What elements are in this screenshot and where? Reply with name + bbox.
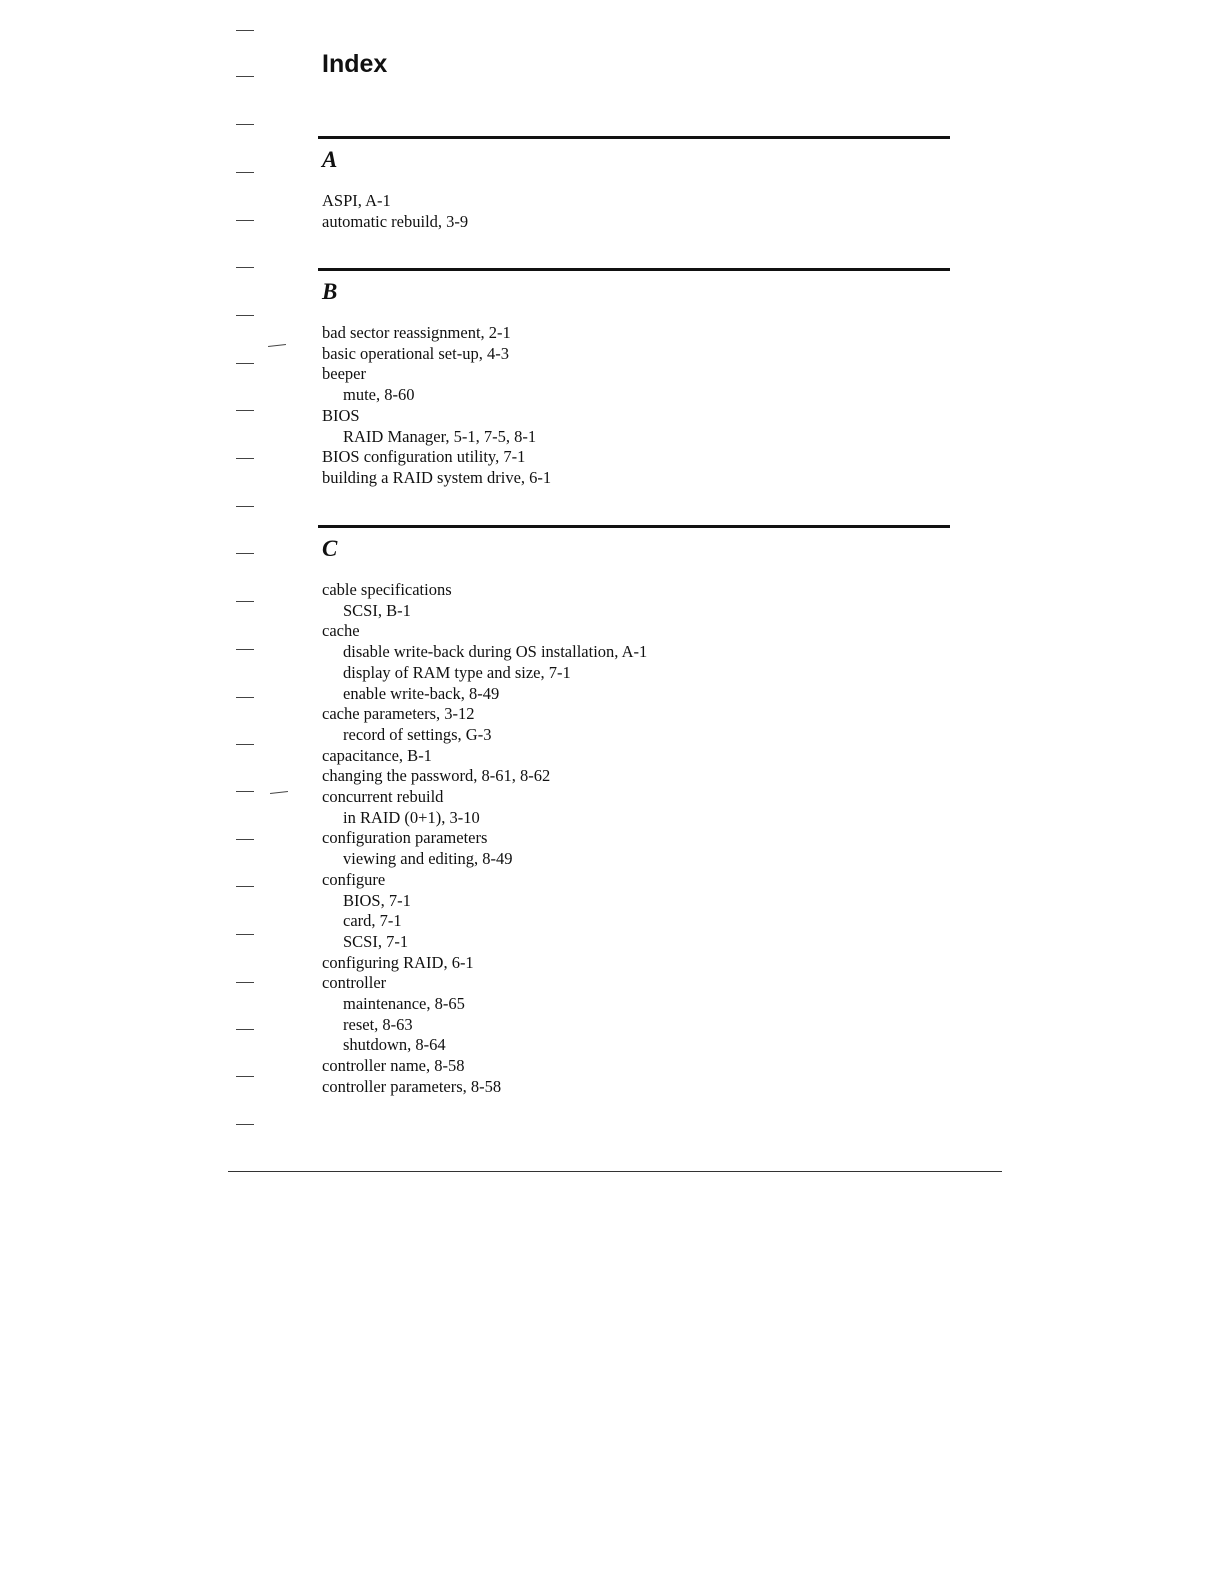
index-entry: automatic rebuild, 3-9 — [322, 211, 469, 231]
index-subentry: reset, 8-63 — [343, 1014, 413, 1034]
index-subentry: record of settings, G-3 — [343, 724, 492, 744]
index-subentry: display of RAM type and size, 7-1 — [343, 662, 571, 682]
margin-tick — [236, 410, 254, 411]
section-divider — [318, 525, 950, 528]
margin-tick — [236, 363, 254, 364]
index-subentry: SCSI, B-1 — [343, 600, 411, 620]
margin-tick — [236, 30, 254, 31]
page-bottom-rule — [228, 1171, 1002, 1172]
index-entry: configuring RAID, 6-1 — [322, 952, 474, 972]
index-section-b — [318, 268, 950, 489]
page-title: Index — [322, 50, 388, 78]
margin-tick — [236, 1029, 254, 1030]
entry-list — [322, 323, 950, 489]
index-entry: capacitance, B-1 — [322, 745, 432, 765]
index-subentry: mute, 8-60 — [343, 385, 415, 405]
index-section-a — [318, 136, 950, 232]
margin-tick — [236, 124, 254, 125]
margin-tick — [268, 344, 286, 347]
margin-tick — [236, 791, 254, 792]
margin-tick — [236, 697, 254, 698]
index-subentry: viewing and editing, 8-49 — [343, 849, 513, 869]
index-subentry: card, 7-1 — [343, 911, 402, 931]
index-entry: cache parameters, 3-12 — [322, 704, 475, 724]
index-entry: BIOS configuration utility, 7-1 — [322, 447, 526, 467]
section-letter: B — [322, 279, 338, 304]
margin-tick — [236, 601, 254, 602]
index-subentry: BIOS, 7-1 — [343, 890, 411, 910]
index-entry: ASPI, A-1 — [322, 191, 391, 210]
section-letter: A — [322, 147, 338, 172]
entry-list — [322, 580, 950, 1098]
margin-tick — [236, 649, 254, 650]
margin-tick — [236, 267, 254, 268]
index-entry: controller name, 8-58 — [322, 1056, 465, 1076]
margin-tick — [236, 76, 254, 77]
margin-tick — [236, 315, 254, 316]
margin-tick — [236, 1124, 254, 1125]
index-subentry: shutdown, 8-64 — [343, 1035, 446, 1055]
index-entry: controller parameters, 8-58 — [322, 1076, 502, 1096]
entry-list — [322, 191, 950, 232]
margin-tick — [236, 886, 254, 887]
index-subentry: maintenance, 8-65 — [343, 994, 465, 1014]
index-entry: configuration parameters — [322, 828, 488, 848]
margin-tick — [236, 744, 254, 745]
index-section-c — [318, 525, 950, 1098]
index-subentry: enable write-back, 8-49 — [343, 683, 500, 703]
margin-tick — [236, 839, 254, 840]
margin-tick — [270, 791, 288, 794]
index-entry: cache — [322, 621, 360, 641]
index-entry: cable specifications — [322, 580, 452, 599]
index-entry: bad sector reassignment, 2-1 — [322, 323, 511, 342]
index-subentry: disable write-back during OS installation, A-1 — [343, 642, 648, 662]
index-entry: concurrent rebuild — [322, 787, 444, 807]
margin-tick — [236, 506, 254, 507]
section-letter: C — [322, 536, 338, 561]
margin-tick — [236, 458, 254, 459]
index-entry: basic operational set-up, 4-3 — [322, 343, 509, 363]
index-entry: building a RAID system drive, 6-1 — [322, 467, 552, 487]
section-divider — [318, 136, 950, 139]
index-entry: BIOS — [322, 405, 360, 425]
margin-tick — [236, 553, 254, 554]
margin-tick — [236, 934, 254, 935]
index-entry: controller — [322, 973, 387, 993]
margin-tick — [236, 982, 254, 983]
section-divider — [318, 268, 950, 271]
margin-tick — [236, 1076, 254, 1077]
index-entry: configure — [322, 869, 386, 889]
index-entry: beeper — [322, 364, 366, 384]
index-subentry: SCSI, 7-1 — [343, 931, 409, 951]
index-subentry: in RAID (0+1), 3-10 — [343, 807, 480, 827]
margin-tick — [236, 172, 254, 173]
index-subentry: RAID Manager, 5-1, 7-5, 8-1 — [343, 426, 537, 446]
margin-tick — [236, 220, 254, 221]
index-entry: changing the password, 8-61, 8-62 — [322, 766, 551, 786]
